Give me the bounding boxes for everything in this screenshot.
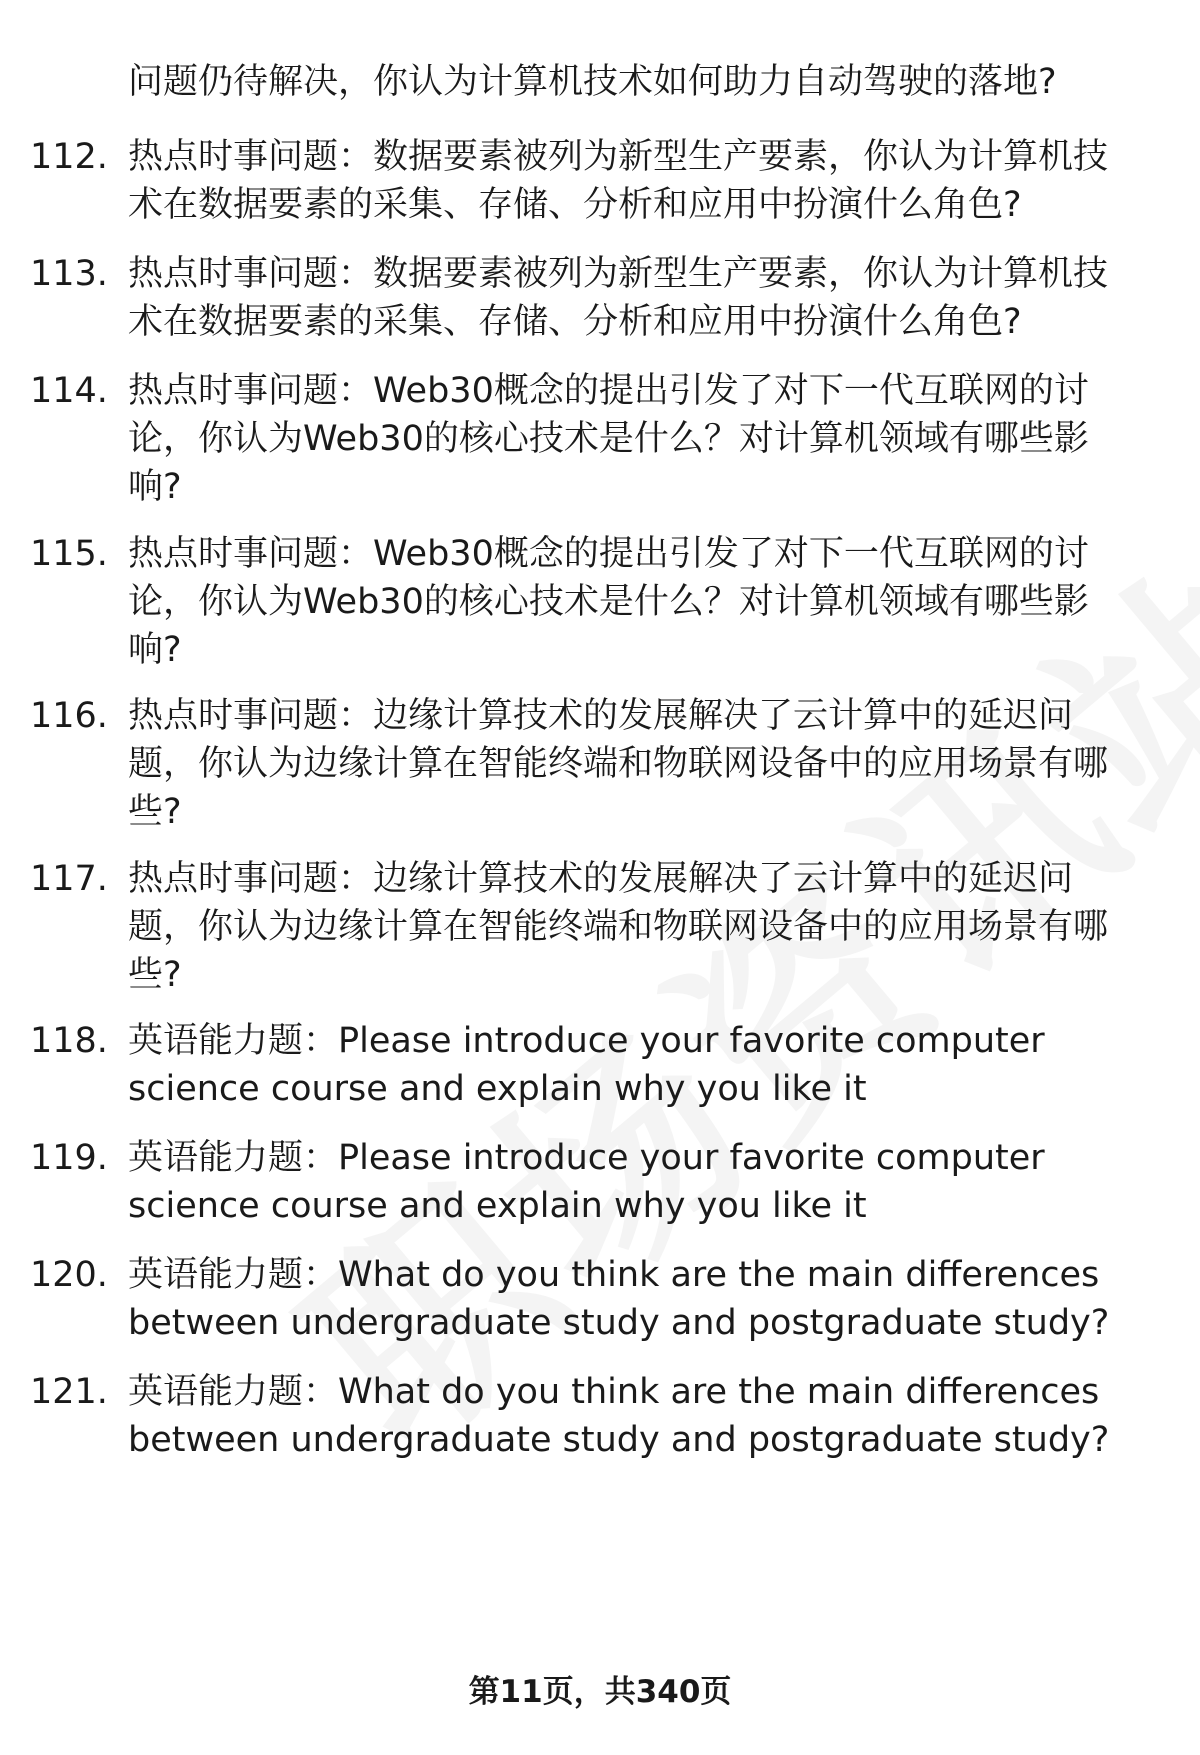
continued-question-text: 问题仍待解决，你认为计算机技术如何助力自动驾驶的落地? bbox=[128, 62, 1057, 102]
question-number: 120. bbox=[30, 1255, 108, 1295]
question-text: 热点时事问题：边缘计算技术的发展解决了云计算中的延迟问题，你认为边缘计算在智能终端和物联网设备中的应用场景有哪些? bbox=[128, 696, 1109, 832]
question-number: 113. bbox=[30, 254, 108, 294]
question-number: 121. bbox=[30, 1372, 108, 1412]
question-text: 英语能力题：What do you think are the main differences between undergraduate study and postgraduate study? bbox=[128, 1372, 1110, 1460]
question-text: 英语能力题：What do you think are the main differences between undergraduate study and postgraduate study? bbox=[128, 1255, 1110, 1343]
question-text: 热点时事问题：数据要素被列为新型生产要素，你认为计算机技术在数据要素的采集、存储、分析和应用中扮演什么角色? bbox=[128, 137, 1109, 225]
question-text: 热点时事问题：Web30概念的提出引发了对下一代互联网的讨论，你认为Web30的核心技术是什么？对计算机领域有哪些影响? bbox=[128, 534, 1089, 670]
question-text: 热点时事问题：边缘计算技术的发展解决了云计算中的延迟问题，你认为边缘计算在智能终端和物联网设备中的应用场景有哪些? bbox=[128, 859, 1109, 995]
question-text: 热点时事问题：Web30概念的提出引发了对下一代互联网的讨论，你认为Web30的核心技术是什么？对计算机领域有哪些影响? bbox=[128, 371, 1089, 507]
question-number: 112. bbox=[30, 137, 108, 177]
question-number: 119. bbox=[30, 1138, 108, 1178]
question-number: 116. bbox=[30, 696, 108, 736]
question-number: 117. bbox=[30, 859, 108, 899]
question-text: 英语能力题：Please introduce your favorite computer science course and explain why you like it bbox=[128, 1021, 1045, 1109]
question-number: 118. bbox=[30, 1021, 108, 1061]
question-number: 114. bbox=[30, 371, 108, 411]
question-text: 英语能力题：Please introduce your favorite computer science course and explain why you like it bbox=[128, 1138, 1045, 1226]
page-footer: 第11页，共340页 bbox=[468, 1674, 732, 1710]
question-number: 115. bbox=[30, 534, 108, 574]
question-text: 热点时事问题：数据要素被列为新型生产要素，你认为计算机技术在数据要素的采集、存储、分析和应用中扮演什么角色? bbox=[128, 254, 1109, 342]
